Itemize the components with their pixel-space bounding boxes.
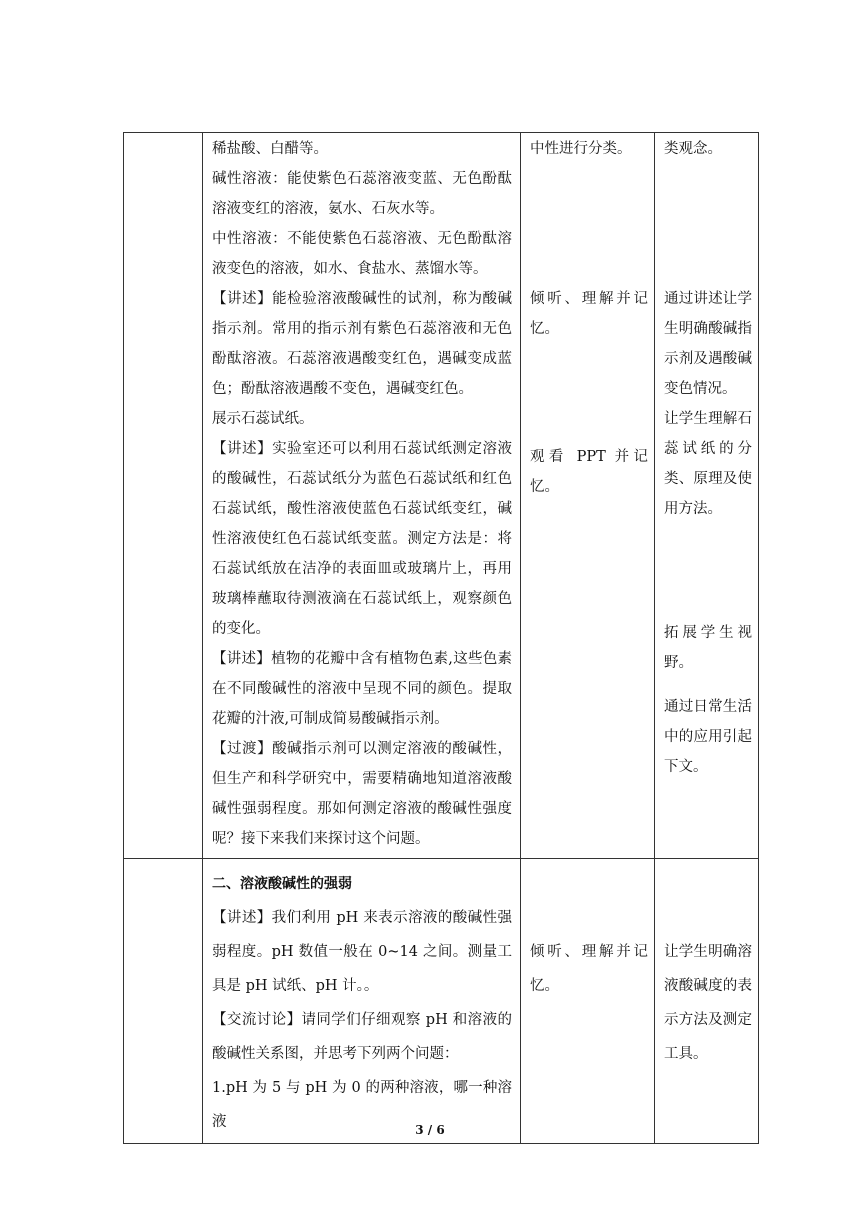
paragraph: 让学生明确溶液酸碱度的表示方法及测定工具。 [664, 944, 752, 1062]
paragraph: 【讲述】实验室还可以利用石蕊试纸测定溶液的酸碱性，石蕊试纸分为蓝色石蕊试纸和红色石蕊试纸，酸性溶液使蓝色石蕊试纸变红，碱性溶液使红色石蕊试纸变蓝。测定方法是：将石蕊试纸放在洁净的表面皿或玻璃片上，再用玻璃棒蘸取待测液滴在石蕊试纸上，观察颜色的变化。 [212, 441, 512, 637]
page-number: 3 / 6 [415, 1123, 445, 1137]
paragraph: 拓展学生视野。 [664, 625, 752, 671]
paragraph: 观看 PPT 并记忆。 [530, 449, 648, 495]
paragraph: 稀盐酸、白醋等。 [212, 141, 328, 157]
paragraph: 碱性溶液：能使紫色石蕊溶液变蓝、无色酚酞溶液变红的溶液，氨水、石灰水等。 [212, 171, 512, 217]
teacher-activity-cell [203, 859, 521, 1144]
student-activity-cell [521, 133, 655, 859]
paragraph: 中性进行分类。 [530, 141, 632, 157]
design-intent-cell [655, 133, 759, 859]
paragraph: 【讲述】我们利用 pH 来表示溶液的酸碱性强弱程度。pH 数值一般在 0~14 之间。测量工具是 pH 试纸、pH 计。。 [212, 910, 512, 994]
table-row [124, 133, 759, 859]
paragraph: 类观念。 [664, 141, 722, 157]
student-activity-cell [521, 859, 655, 1144]
table-row [124, 859, 759, 1144]
paragraph: 【讲述】植物的花瓣中含有植物色素,这些色素在不同酸碱性的溶液中呈现不同的颜色。提取花瓣的汁液,可制成简易酸碱指示剂。 [212, 651, 512, 727]
empty-cell [124, 859, 203, 1144]
paragraph: 【讲述】能检验溶液酸碱性的试剂，称为酸碱指示剂。常用的指示剂有紫色石蕊溶液和无色酚酞溶液。石蕊溶液遇酸变红色，遇碱变成蓝色；酚酞溶液遇酸不变色，遇碱变红色。 [212, 291, 512, 397]
paragraph: 倾听、理解并记忆。 [530, 944, 648, 994]
teacher-activity-cell [203, 133, 521, 859]
empty-cell [124, 133, 203, 859]
paragraph: 让学生理解石蕊试纸的分类、原理及使用方法。 [664, 411, 752, 517]
paragraph: 1.pH 为 5 与 pH 为 0 的两种溶液，哪一种溶液 [212, 1080, 512, 1130]
lesson-plan-table [123, 132, 759, 1144]
paragraph: 倾听、理解并记忆。 [530, 291, 648, 337]
paragraph: 【交流讨论】请同学们仔细观察 pH 和溶液的酸碱性关系图，并思考下列两个问题： [212, 1012, 512, 1062]
paragraph: 通过讲述让学生明确酸碱指示剂及遇酸碱变色情况。 [664, 291, 752, 397]
paragraph: 中性溶液：不能使紫色石蕊溶液、无色酚酞溶液变色的溶液，如水、食盐水、蒸馏水等。 [212, 231, 512, 277]
paragraph: 通过日常生活中的应用引起下文。 [664, 699, 752, 775]
design-intent-cell [655, 859, 759, 1144]
paragraph: 【过渡】酸碱指示剂可以测定溶液的酸碱性，但生产和科学研究中，需要精确地知道溶液酸碱性强弱程度。那如何测定溶液的酸碱性强度呢？接下来我们来探讨这个问题。 [212, 741, 512, 847]
paragraph: 展示石蕊试纸。 [212, 411, 314, 427]
section-title: 二、溶液酸碱性的强弱 [212, 876, 352, 892]
